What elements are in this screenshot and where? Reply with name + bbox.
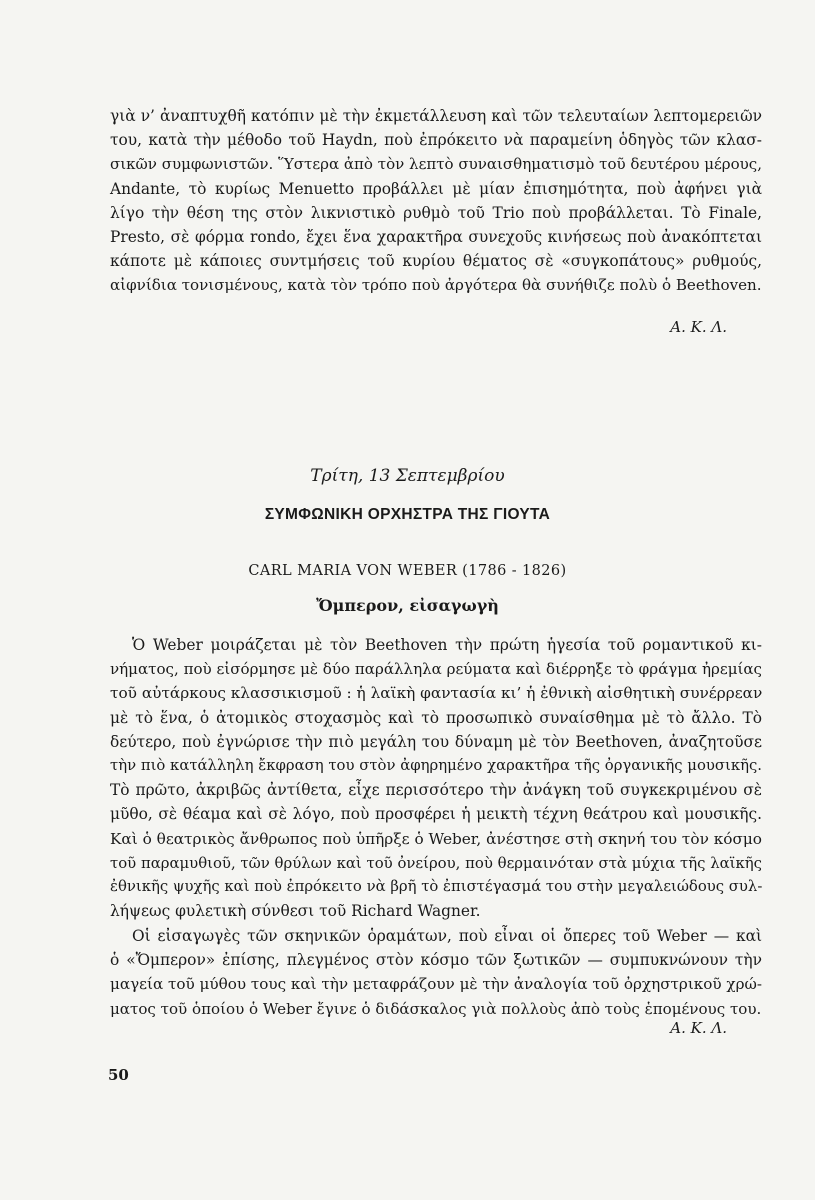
text-line: μὲ τὸ ἕνα, ὁ ἀτομικὸς στοχασμὸς καὶ τὸ προσωπικὸ συναίσθημα μὲ τὸ ἄλλο. Τὸ (110, 708, 762, 727)
date-heading: Τρίτη, 13 Σεπτεμβρίου (310, 466, 505, 486)
text-line: κάποτε μὲ κάποιες συντμήσεις τοῦ κυρίου θέματος σὲ «συγκοπάτους» ρυθμούς, (110, 252, 762, 271)
text-line: τοῦ αὐτάρκους κλασσικισμοῦ : ἡ λαϊκὴ φαντασία κι’ ἡ ἐθνικὴ αἰσθητικὴ συνέρρεαν (110, 684, 763, 703)
text-line: γιὰ ν’ ἀναπτυχθῆ κατόπιν μὲ τὴν ἐκμετάλλευση καὶ τῶν τελευταίων λεπτομερειῶν (110, 107, 762, 125)
text-line: ἐθνικῆς ψυχῆς καὶ ποὺ ἐπρόκειτο νὰ βρῆ τὸ ἐπιστέγασμά του στὴν μεγαλειώδους συλ- (110, 878, 763, 896)
main-paragraph-2 (110, 924, 762, 1021)
text-line: δεύτερο, ποὺ ἐγνώρισε τὴν πιὸ μεγάλη του δύναμη μὲ τὸν Beethoven, ἀναζητοῦσε (110, 732, 762, 751)
top-paragraph (110, 104, 762, 298)
text-line: μαγεία τοῦ μύθου τους καὶ τὴν μεταφράζουν μὲ τὴν ἀναλογία τοῦ ὀρχηστρικοῦ χρώ- (110, 975, 762, 994)
text-line: λίγο τὴν θέση της στὸν λικνιστικὸ ρυθμὸ τοῦ Trio ποὺ προβάλλεται. Τὸ Finale, (110, 203, 762, 222)
text-line: νήματος, ποὺ εἰσόρμησε μὲ δύο παράλληλα ρεύματα καὶ διέρρηξε τὸ φράγμα ἠρεμίας (110, 660, 762, 679)
composer-heading: CARL MARIA VON WEBER (1786 - 1826) (248, 563, 567, 579)
text-line: Presto, σὲ φόρμα rondo, ἔχει ἕνα χαρακτῆρα συνεχοῦς κινήσεως ποὺ ἀνακόπτεται (110, 228, 762, 247)
text-line: μῦθο, σὲ θέαμα καὶ σὲ λόγο, ποὺ προσφέρει ἡ μεικτὴ τέχνη θεάτρου καὶ μουσικῆς. (110, 805, 762, 824)
text-line: λήψεως φυλετικὴ σύνθεσι τοῦ Richard Wagner. (110, 902, 481, 921)
text-line: ματος τοῦ ὁποίου ὁ Weber ἔγινε ὁ διδάσκαλος γιὰ πολλοὺς ἀπὸ τοὺς ἑπομένους του. (110, 999, 762, 1018)
text-line: Καὶ ὁ θεατρικὸς ἄνθρωπος ποὺ ὑπῆρξε ὁ Weber, ἀνέστησε στὴ σκηνή του τὸν κόσμο (110, 829, 762, 848)
signature-top: Α. Κ. Λ. (670, 318, 727, 336)
text-line: του, κατὰ τὴν μέθοδο τοῦ Haydn, ποὺ ἐπρόκειτο νὰ παραμείνη ὁδηγὸς τῶν κλασ- (110, 131, 762, 150)
signature-bottom: Α. Κ. Λ. (670, 1019, 727, 1037)
text-line: αἰφνίδια τονισμένους, κατὰ τὸν τρόπο ποὺ ἀργότερα θὰ συνήθιζε πολὺ ὁ Beethoven. (110, 276, 762, 295)
orchestra-heading: ΣΥΜΦΩΝΙΚΗ ΟΡΧΗΣΤΡΑ ΤΗΣ ΓΙΟΥΤΑ (264, 506, 551, 523)
text-line: ὁ «Ὄμπερον» ἐπίσης, πλεγμένος στὸν κόσμο τῶν ξωτικῶν — συμπυκνώνουν τὴν (110, 951, 762, 970)
work-heading: Ὄμπερον, εἰσαγωγὴ (316, 596, 499, 615)
text-line: τὴν πιὸ κατάλληλη ἔκφραση του στὸν ἀφηρημένο χαρακτῆρα τῆς ὀργανικῆς μουσικῆς. (110, 757, 762, 775)
text-line: Ὁ Weber μοιράζεται μὲ τὸν Beethoven τὴν πρώτη ἡγεσία τοῦ ρομαντικοῦ κι- (132, 636, 762, 654)
page-number: 50 (108, 1066, 129, 1084)
text-line: σικῶν συμφωνιστῶν. Ὕστερα ἀπὸ τὸν λεπτὸ συναισθηματισμὸ τοῦ δευτέρου μέρους, (110, 155, 762, 174)
text-line: Οἱ εἰσαγωγὲς τῶν σκηνικῶν ὁραμάτων, ποὺ εἶναι οἱ ὄπερες τοῦ Weber — καὶ (132, 927, 762, 945)
text-line: Andante, τὸ κυρίως Menuetto προβάλλει μὲ μίαν ἐπισημότητα, ποὺ ἀφήνει γιὰ (110, 179, 762, 198)
main-paragraph-1 (110, 633, 762, 923)
text-line: Τὸ πρῶτο, ἀκριβῶς ἀντίθετα, εἶχε περισσότερο τὴν ἀνάγκη τοῦ συγκεκριμένου σὲ (110, 781, 762, 800)
text-line: τοῦ παραμυθιοῦ, τῶν θρύλων καὶ τοῦ ὀνείρου, ποὺ θερμαινόταν στὰ μύχια τῆς λαϊκῆς (110, 853, 762, 872)
